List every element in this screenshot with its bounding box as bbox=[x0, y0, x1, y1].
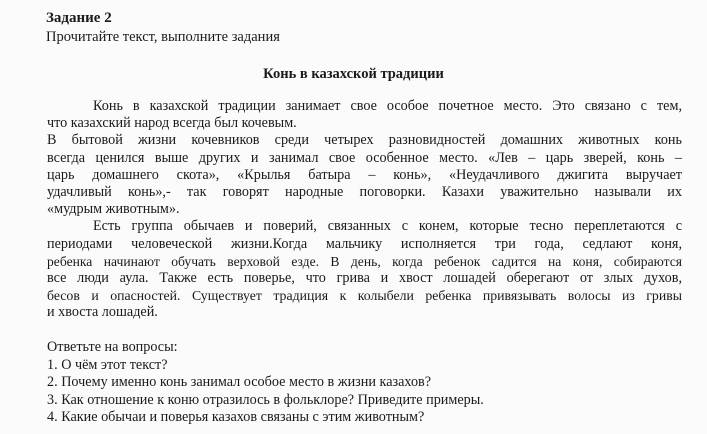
text-line: всегда ценился выше других и занимал свое особенное место. «Лев – царь зверей, конь – bbox=[47, 149, 682, 166]
text-line: Конь в казахской традиции занимает свое особое почетное место. Это связано с тем, bbox=[93, 98, 682, 114]
questions-heading: Ответьте на вопросы: bbox=[47, 339, 178, 355]
text-title: Конь в казахской традиции bbox=[263, 66, 444, 82]
text-line: и хвоста лошадей. bbox=[47, 304, 158, 321]
text-line: В бытовой жизни кочевников среди четырех разновидностей домашних животных конь bbox=[47, 132, 682, 149]
question-item: 4. Какие обычаи и поверья казахов связаны с этим животным? bbox=[47, 409, 425, 426]
task-title: Задание 2 bbox=[46, 10, 112, 26]
text-line: «мудрым животным». bbox=[47, 201, 180, 218]
question-item: 2. Почему именно конь занимал особое место в жизни казахов? bbox=[47, 374, 432, 391]
question-item: 3. Как отношение к коню отразилось в фольклоре? Приведите примеры. bbox=[47, 391, 484, 408]
text-line: царь домашнего скота», «Крылья батыра – конь», «Неудачливого джигита выручает bbox=[47, 166, 682, 183]
text-line: Есть группа обычаев и поверий, связанных с конем, которые тесно переплетаются с bbox=[93, 218, 682, 235]
text-line: все люди аула. Также есть поверье, что грива и хвост лошадей оберегают от злых духов, bbox=[47, 270, 682, 287]
text-line: бесов и опасностей. Существует традиция к колыбели ребенка привязывать волосы из гривы bbox=[47, 288, 682, 304]
task-instruction: Прочитайте текст, выполните задания bbox=[46, 29, 280, 45]
text-line: что казахский народ всегда был кочевым. bbox=[47, 115, 297, 132]
text-body bbox=[47, 98, 682, 322]
paragraph-3 bbox=[47, 218, 682, 321]
text-line: периодами человеческой жизни.Когда мальчику исполняется три года, седлают коня, bbox=[47, 235, 682, 252]
text-line: ребенка начинают обучать верховой езде. В день, когда ребенок садится на коня, собираются bbox=[47, 253, 682, 269]
paragraph-2 bbox=[47, 132, 682, 218]
paragraph-1 bbox=[47, 98, 682, 132]
questions-block bbox=[47, 339, 484, 427]
text-line: удачливый конь»,- так говорят народные поговорки. Казахи уважительно называли их bbox=[47, 184, 682, 201]
question-item: 1. О чём этот текст? bbox=[47, 356, 168, 373]
